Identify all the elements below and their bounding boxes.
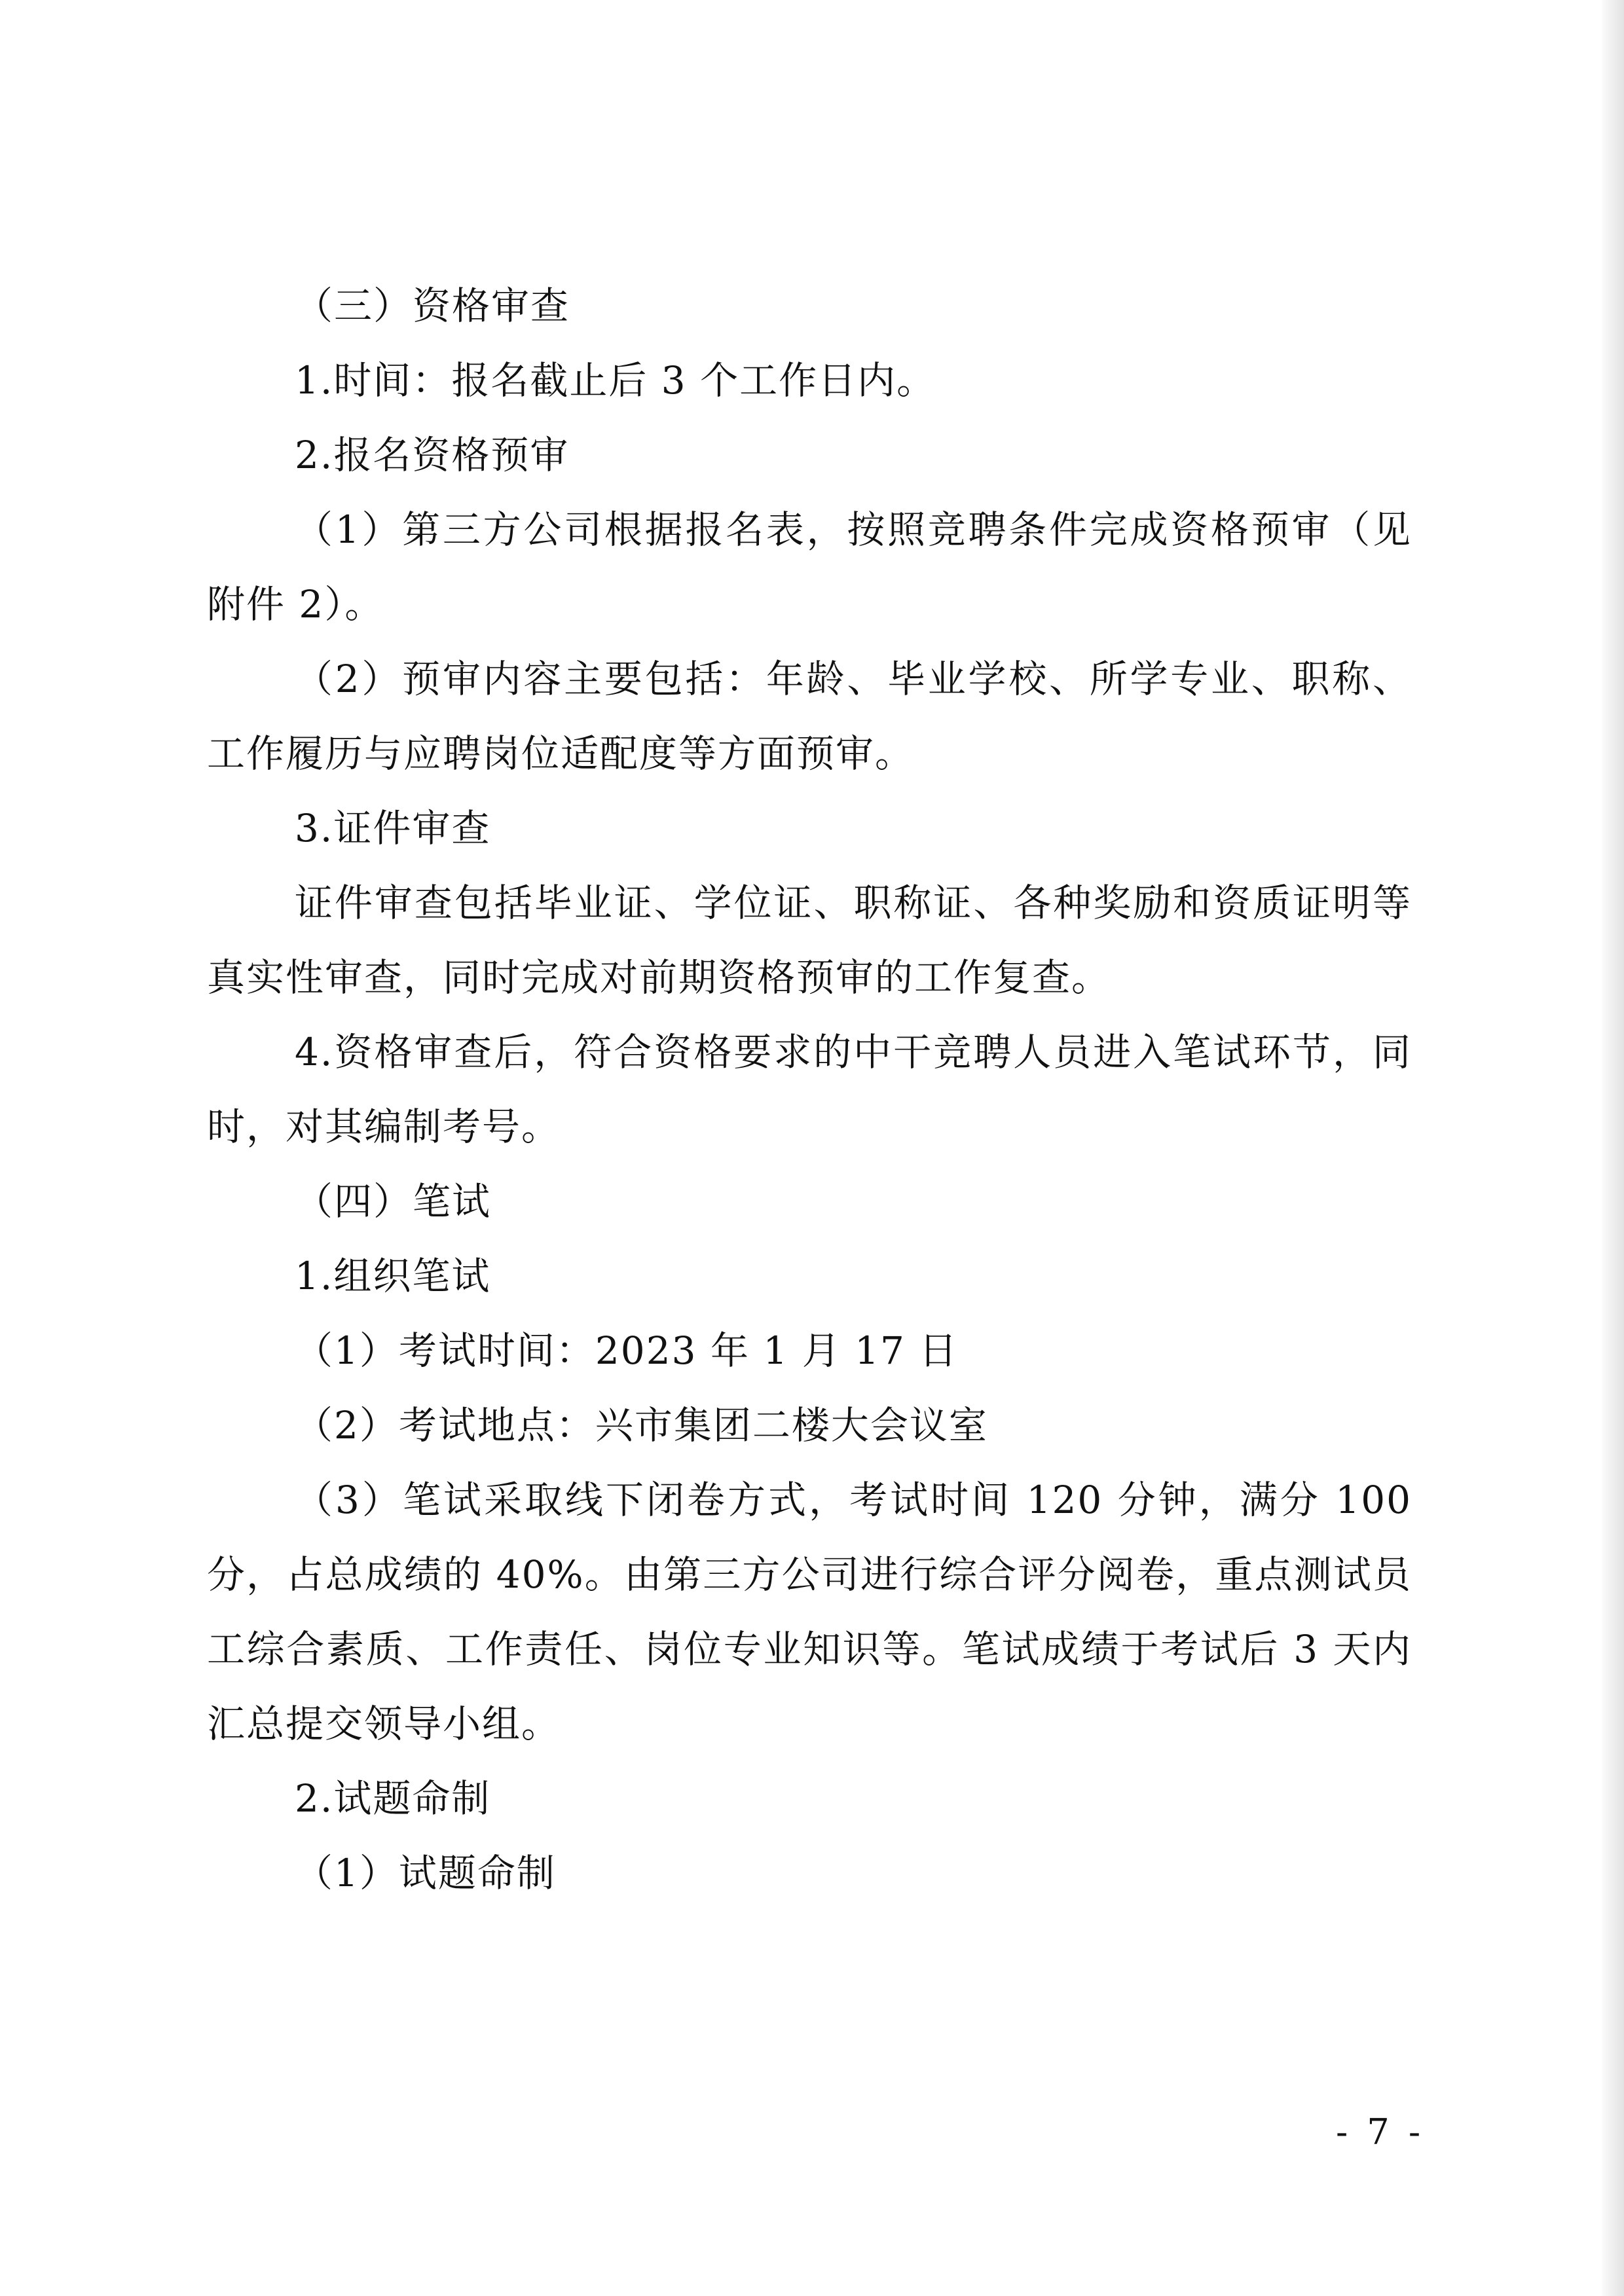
document-body [207, 268, 1412, 1910]
section-heading-qualification-review: （三）资格审查 [295, 283, 570, 328]
page-number: - 7 - [1336, 2111, 1425, 2153]
certificate-review-text: 证件审查包括毕业证、学位证、职称证、各种奖励和资质证明等真实性审查，同时完成对前期资格预审的工作复查。 [207, 881, 1412, 1000]
pre-review-heading: 2.报名资格预审 [295, 433, 570, 477]
exam-location-item: （2）考试地点：兴市集团二楼大会议室 [295, 1403, 988, 1448]
section-heading-written-exam: （四）笔试 [295, 1179, 492, 1224]
post-review-item: 4.资格审查后，符合资格要求的中干竞聘人员进入笔试环节，同时，对其编制考号。 [207, 1030, 1412, 1149]
exam-format-item: （3）笔试采取线下闭卷方式，考试时间 120 分钟，满分 100 分，占总成绩的 40%。由第三方公司进行综合评分阅卷，重点测试员工综合素质、工作责任、岗位专业知识等。笔试成绩于考试后 3 天内汇总提交领导小组。 [207, 1478, 1412, 1746]
review-time-item: 1.时间：报名截止后 3 个工作日内。 [295, 358, 936, 403]
pre-review-item-1: （1）第三方公司根据报名表，按照竞聘条件完成资格预审（见附件 2）。 [207, 507, 1412, 627]
pre-review-item-2: （2）预审内容主要包括：年龄、毕业学校、所学专业、职称、工作履历与应聘岗位适配度等方面预审。 [207, 657, 1412, 776]
organize-exam-heading: 1.组织笔试 [295, 1254, 491, 1298]
exam-time-item: （1）考试时间：2023 年 1 月 17 日 [295, 1328, 959, 1373]
certificate-review-heading: 3.证件审查 [295, 806, 491, 850]
scan-edge-shadow [1602, 0, 1624, 2296]
question-setting-item-1: （1）试题命制 [295, 1851, 556, 1895]
question-setting-heading: 2.试题命制 [295, 1776, 491, 1821]
